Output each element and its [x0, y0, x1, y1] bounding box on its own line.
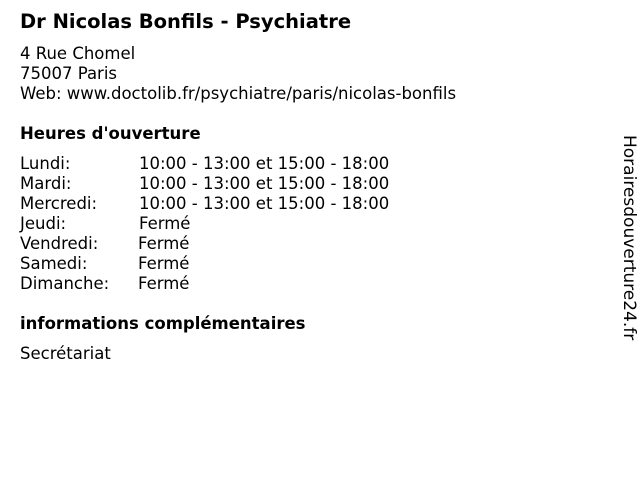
day-label: Lundi: — [20, 154, 71, 173]
day-label: Samedi: — [20, 254, 88, 273]
website-link[interactable]: Web: www.doctolib.fr/psychiatre/paris/nicolas-bonfils — [20, 84, 457, 103]
hours-value: 10:00 - 13:00 et 15:00 - 18:00 — [139, 154, 390, 173]
hours-value: Fermé — [138, 234, 190, 253]
hours-value: 10:00 - 13:00 et 15:00 - 18:00 — [139, 174, 390, 193]
day-label: Jeudi: — [20, 214, 67, 233]
day-label: Vendredi: — [20, 234, 99, 253]
site-brand-text: Horairesdouverture24.fr — [619, 135, 639, 341]
hours-value: Fermé — [138, 274, 190, 293]
day-label: Mardi: — [20, 174, 72, 193]
page-title: Dr Nicolas Bonfils - Psychiatre — [20, 10, 352, 33]
info-text: Secrétariat — [20, 344, 111, 363]
day-label: Dimanche: — [20, 274, 110, 293]
address-city: 75007 Paris — [20, 64, 118, 83]
day-label: Mercredi: — [20, 194, 98, 213]
info-heading: informations complémentaires — [20, 314, 306, 333]
hours-value: Fermé — [138, 254, 190, 273]
hours-value: 10:00 - 13:00 et 15:00 - 18:00 — [139, 194, 390, 213]
hours-heading: Heures d'ouverture — [20, 124, 201, 143]
site-brand-vertical[interactable] — [603, 135, 639, 345]
address-street: 4 Rue Chomel — [20, 44, 136, 63]
address-block — [20, 44, 456, 104]
hours-value: Fermé — [139, 214, 191, 233]
